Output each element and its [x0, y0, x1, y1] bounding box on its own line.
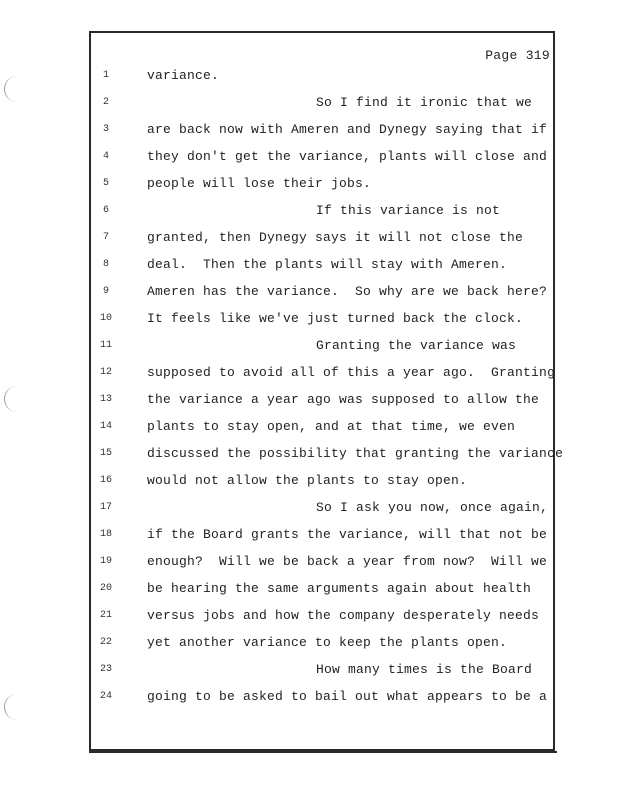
line-number: 17 [99, 502, 112, 513]
punch-hole-mark [4, 76, 19, 102]
line-number: 13 [99, 394, 112, 405]
line-number: 19 [99, 556, 112, 567]
transcript-line: So I ask you now, once again, [316, 500, 549, 515]
line-number: 11 [99, 340, 112, 351]
line-number: 10 [99, 313, 112, 324]
transcript-line: the variance a year ago was supposed to allow the [147, 392, 540, 407]
transcript-line: If this variance is not [316, 203, 501, 218]
transcript-line: deal. Then the plants will stay with Ameren. [147, 257, 508, 272]
line-number: 6 [102, 205, 109, 216]
transcript-line: Ameren has the variance. So why are we back here? [147, 284, 548, 299]
line-number: 21 [99, 610, 112, 621]
transcript-line: variance. [147, 68, 220, 83]
transcript-line: yet another variance to keep the plants open. [147, 635, 508, 650]
line-number: 5 [102, 178, 109, 189]
transcript-line: would not allow the plants to stay open. [147, 473, 468, 488]
line-number: 8 [102, 259, 109, 270]
line-number: 15 [99, 448, 112, 459]
transcript-line: if the Board grants the variance, will that not be [147, 527, 548, 542]
page-number: Page 319 [485, 48, 550, 63]
line-number: 23 [99, 664, 112, 675]
line-number: 2 [102, 97, 109, 108]
transcript-line: It feels like we've just turned back the clock. [147, 311, 524, 326]
transcript-line: So I find it ironic that we [316, 95, 533, 110]
punch-hole-mark [4, 694, 19, 720]
transcript-line: How many times is the Board [316, 662, 533, 677]
line-number: 3 [102, 124, 109, 135]
transcript-line: discussed the possibility that granting the variance [147, 446, 564, 461]
transcript-line: enough? Will we be back a year from now? Will we [147, 554, 548, 569]
line-number: 7 [102, 232, 109, 243]
line-number: 9 [102, 286, 109, 297]
line-number: 20 [99, 583, 112, 594]
transcript-line: versus jobs and how the company desperately needs [147, 608, 540, 623]
page-border-bottom [89, 751, 557, 753]
line-number: 12 [99, 367, 112, 378]
line-number: 24 [99, 691, 112, 702]
transcript-line: Granting the variance was [316, 338, 517, 353]
transcript-line: granted, then Dynegy says it will not close the [147, 230, 524, 245]
transcript-line: are back now with Ameren and Dynegy saying that if [147, 122, 548, 137]
line-number: 18 [99, 529, 112, 540]
line-number: 1 [102, 70, 109, 81]
transcript-line: supposed to avoid all of this a year ago. Granting [147, 365, 556, 380]
punch-hole-mark [4, 386, 19, 412]
line-number: 16 [99, 475, 112, 486]
transcript-line: they don't get the variance, plants will close and [147, 149, 548, 164]
line-number: 14 [99, 421, 112, 432]
transcript-line: people will lose their jobs. [147, 176, 372, 191]
transcript-line: be hearing the same arguments again about health [147, 581, 532, 596]
transcript-line: plants to stay open, and at that time, we even [147, 419, 516, 434]
transcript-line: going to be asked to bail out what appears to be a [147, 689, 548, 704]
line-number: 22 [99, 637, 112, 648]
line-number: 4 [102, 151, 109, 162]
